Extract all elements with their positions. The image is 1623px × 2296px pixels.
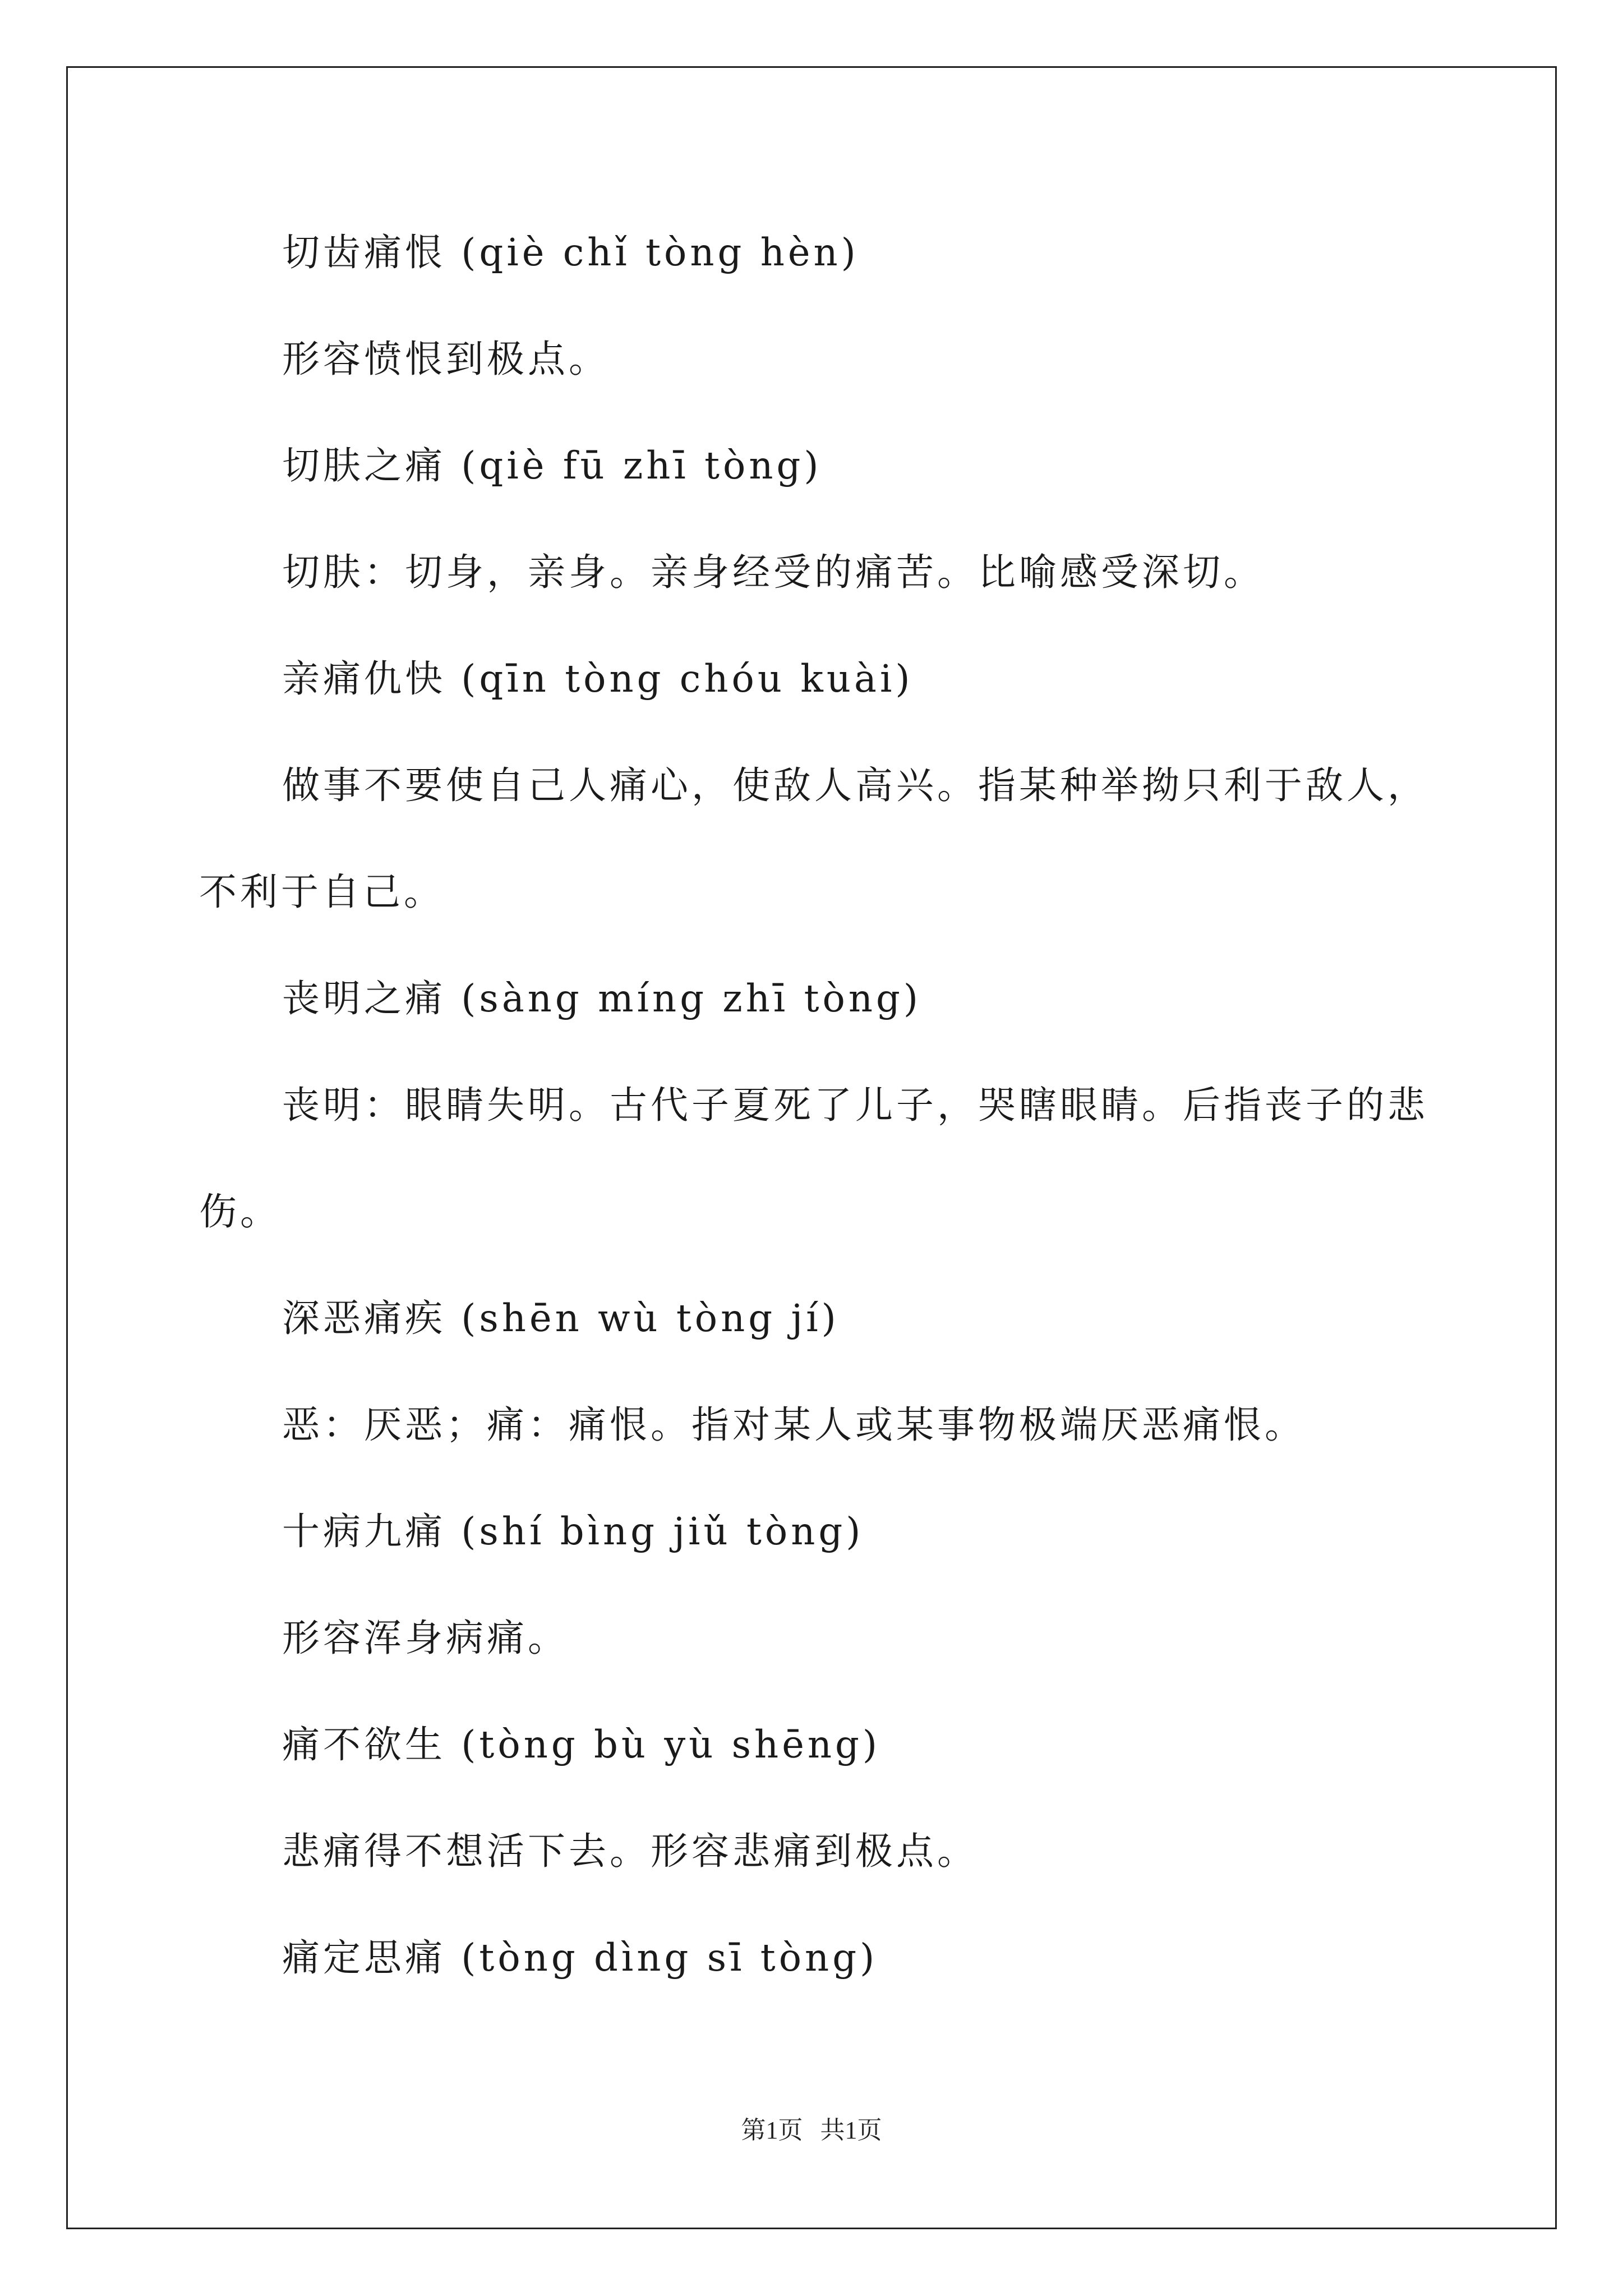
- idiom-heading: 切肤之痛 (qiè fū zhī tòng): [282, 444, 822, 487]
- idiom-definition-continued: 伤。: [199, 1190, 281, 1234]
- idiom-heading: 亲痛仇快 (qīn tòng chóu kuài): [282, 657, 914, 701]
- page-number: 第1页: [741, 2116, 803, 2144]
- idiom-definition: 做事不要使自己人痛心，使敌人高兴。指某种举拗只利于敌人，: [282, 763, 1428, 807]
- idiom-heading: 深恶痛疾 (shēn wù tòng jí): [282, 1296, 840, 1340]
- idiom-definition: 切肤：切身，亲身。亲身经受的痛苦。比喻感受深切。: [282, 550, 1265, 594]
- idiom-heading: 痛定思痛 (tòng dìng sī tòng): [282, 1936, 878, 1980]
- page-footer: [0, 2115, 1623, 2146]
- idiom-definition: 丧明：眼睛失明。古代子夏死了儿子，哭瞎眼睛。后指丧子的悲: [282, 1083, 1428, 1127]
- idiom-heading: 丧明之痛 (sàng míng zhī tòng): [282, 977, 922, 1020]
- idiom-definition: 形容愤恨到极点。: [282, 337, 610, 381]
- idiom-heading: 十病九痛 (shí bìng jiǔ tòng): [282, 1510, 864, 1553]
- idiom-definition: 形容浑身病痛。: [282, 1616, 569, 1660]
- idiom-heading: 痛不欲生 (tòng bù yù shēng): [282, 1723, 881, 1766]
- idiom-heading: 切齿痛恨 (qiè chǐ tòng hèn): [282, 231, 859, 274]
- idiom-definition-continued: 不利于自己。: [199, 870, 445, 914]
- idiom-definition: 恶：厌恶；痛：痛恨。指对某人或某事物极端厌恶痛恨。: [282, 1403, 1306, 1447]
- page-total: 共1页: [820, 2116, 882, 2144]
- page-border: [66, 66, 1557, 2229]
- idiom-definition: 悲痛得不想活下去。形容悲痛到极点。: [282, 1829, 978, 1873]
